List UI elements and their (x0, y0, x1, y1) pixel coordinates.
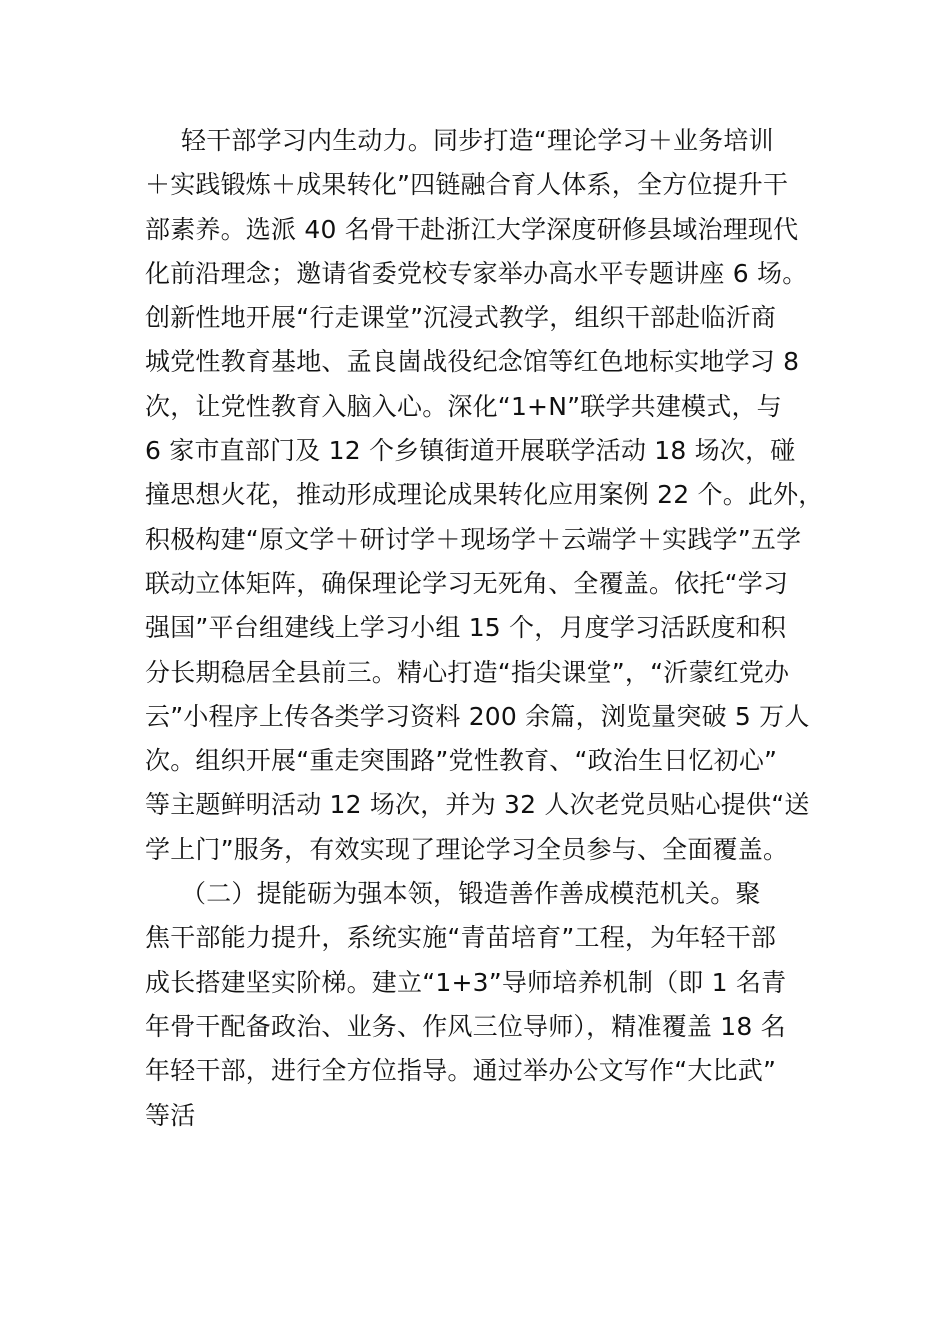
paragraph-line: ＋实践锻炼＋成果转化”四链融合育人体系，全方位提升干 (145, 170, 789, 200)
paragraph-line: 联动立体矩阵，确保理论学习无死角、全覆盖。依托“学习 (145, 568, 789, 598)
section-heading-line: （二）提能砺为强本领，锻造善作善成模范机关。聚 (181, 879, 761, 909)
paragraph-line: 焦干部能力提升，系统实施“青苗培育”工程，为年轻干部 (145, 923, 777, 953)
paragraph-line: 次，让党性教育入脑入心。深化“1+N”联学共建模式，与 (145, 391, 782, 421)
paragraph-line: 成长搭建坚实阶梯。建立“1+3”导师培养机制（即 1 名青 (145, 967, 787, 997)
paragraph-line: 城党性教育基地、孟良崮战役纪念馆等红色地标实地学习 8 (145, 347, 800, 377)
body-text (145, 119, 825, 1138)
paragraph-line: 次。组织开展“重走突围路”党性教育、“政治生日忆初心” (145, 746, 778, 776)
paragraph-line: 撞思想火花，推动形成理论成果转化应用案例 22 个。此外， (145, 480, 824, 510)
paragraph-line: 年骨干配备政治、业务、作风三位导师），精准覆盖 18 名 (145, 1011, 786, 1041)
paragraph-line: 轻干部学习内生动力。同步打造“理论学习＋业务培训 (181, 126, 774, 155)
paragraph-line: 积极构建“原文学＋研讨学＋现场学＋云端学＋实践学”五学 (145, 524, 802, 554)
paragraph-line: 等主题鲜明活动 12 场次，并为 32 人次老党员贴心提供“送 (145, 790, 810, 820)
paragraph-line: 分长期稳居全县前三。精心打造“指尖课堂”，“沂蒙红党办 (145, 657, 790, 687)
paragraph-line: 强国”平台组建线上学习小组 15 个，月度学习活跃度和积 (145, 613, 787, 643)
paragraph-line: 等活 (145, 1100, 196, 1130)
paragraph-line: 6 家市直部门及 12 个乡镇街道开展联学活动 18 场次，碰 (145, 436, 796, 466)
paragraph-line: 创新性地开展“行走课堂”沉浸式教学，组织干部赴临沂商 (145, 303, 777, 333)
paragraph-line: 部素养。选派 40 名骨干赴浙江大学深度研修县域治理现代 (145, 214, 799, 244)
paragraph-line: 云”小程序上传各类学习资料 200 余篇，浏览量突破 5 万人 (145, 701, 810, 731)
paragraph-line: 学上门”服务，有效实现了理论学习全员参与、全面覆盖。 (145, 834, 789, 864)
paragraph-line: 年轻干部，进行全方位指导。通过举办公文写作“大比武” (145, 1056, 777, 1086)
paragraph-line: 化前沿理念；邀请省委党校专家举办高水平专题讲座 6 场。 (145, 258, 808, 288)
